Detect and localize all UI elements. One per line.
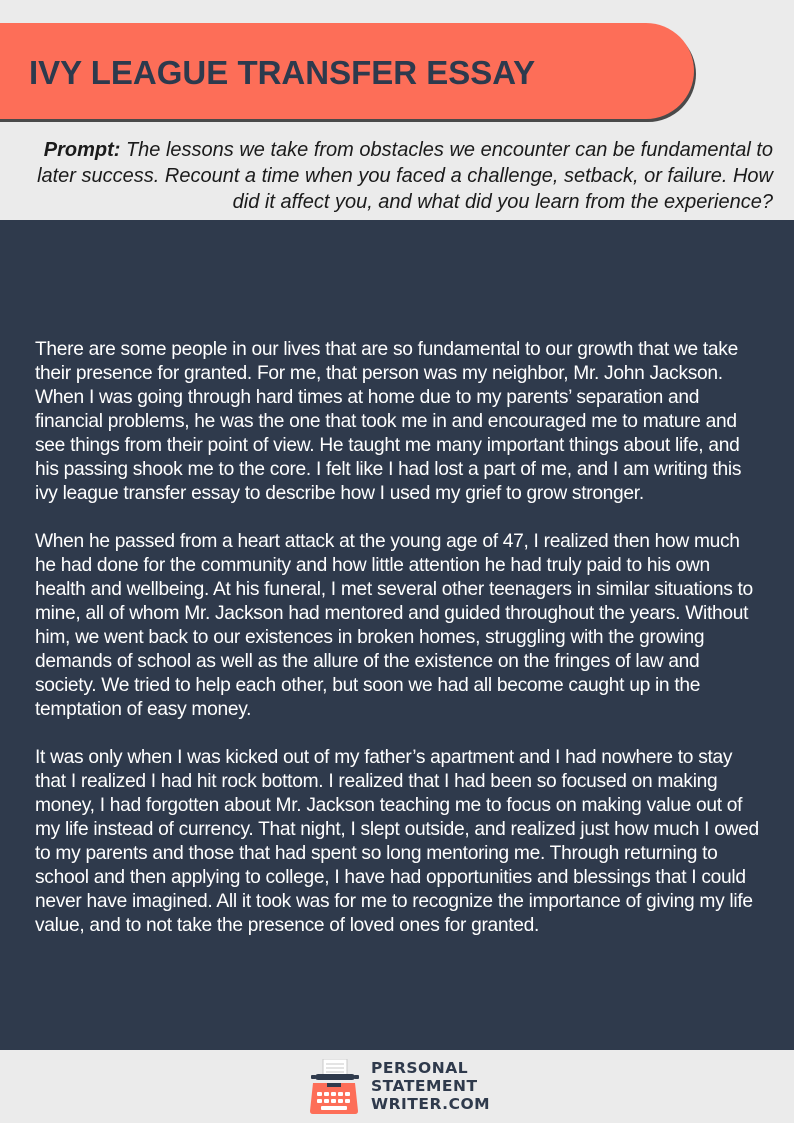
prompt-label: Prompt: bbox=[43, 139, 121, 161]
essay-paragraph-3: It was only when I was kicked out of my father’s apartment and I had nowhere to stay that I realized I had hit rock bottom. I realized that I had been so focused on making money, I had forgotten about Mr. Jackson teaching me to focus on making value out of my life instead of currency. That night, I slept outside, and realized just how much I owed to my parents and those that had spent so long mentoring me. Through returning to school and then applying to college, I have had opportunities and blessings that I could never have imagined. All it took was for me to recognize the importance of giving my life value, and to not take the presence of loved ones for granted. bbox=[35, 747, 759, 936]
prompt-text: The lessons we take from obstacles we encounter can be fundamental to later success. Recount a time when you faced a challenge, setback, or failure. How did it affect you, and what did you learn from the experience? bbox=[37, 139, 773, 213]
logo-line-1: PERSONAL bbox=[371, 1059, 469, 1077]
essay-prompt bbox=[22, 137, 773, 215]
logo-line-2: STATEMENT bbox=[371, 1077, 478, 1095]
site-logo bbox=[309, 1057, 491, 1117]
logo-wordmark bbox=[371, 1059, 490, 1113]
essay-paragraph-2: When he passed from a heart attack at the young age of 47, I realized then how much he had done for the community and how little attention he had truly paid to his own health and wellbeing. At his funeral, I met several other teenagers in similar situations to mine, all of whom Mr. Jackson had mentored and guided throughout the years. Without him, we went back to our existences in broken homes, struggling with the growing demands of school as well as the allure of the existence on the fringes of law and society. We tried to help each other, but soon we had all become caught up in the temptation of easy money. bbox=[35, 531, 753, 720]
essay-paragraph-1: There are some people in our lives that are so fundamental to our growth that we take their presence for granted. For me, that person was my neighbor, Mr. John Jackson. When I was going through hard times at home due to my parents’ separation and financial problems, he was the one that took me in and encouraged me to mature and see things from their point of view. He taught me many important things about life, and his passing shook me to the core. I felt like I had lost a part of me, and I am writing this ivy league transfer essay to describe how I used my grief to grow stronger. bbox=[35, 339, 742, 504]
logo-line-3: WRITER.COM bbox=[371, 1095, 491, 1113]
page-title: IVY LEAGUE TRANSFER ESSAY bbox=[29, 54, 536, 91]
typewriter-icon bbox=[309, 1059, 359, 1115]
essay-text bbox=[35, 338, 765, 962]
